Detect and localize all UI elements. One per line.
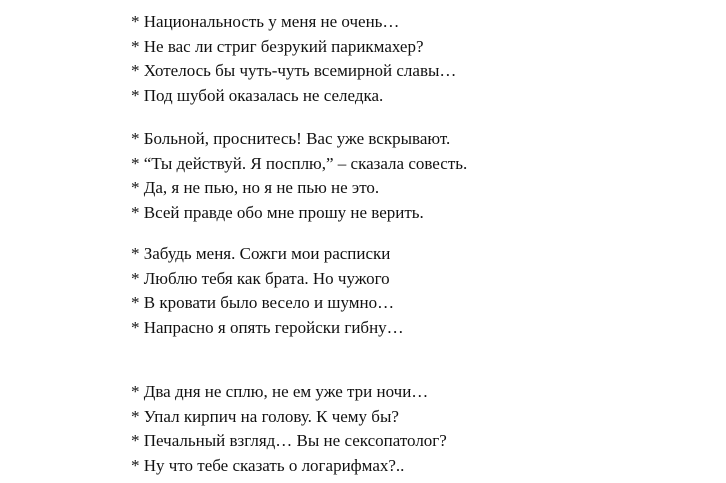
text-line: * В кровати было весело и шумно… — [131, 293, 395, 312]
text-line: * Под шубой оказалась не селедка. — [131, 85, 384, 105]
text-line: * Национальность у меня не очень… — [131, 12, 400, 31]
text-line: * Не вас ли стриг безрукий парикмахер? — [131, 36, 424, 56]
text-line: * Напрасно я опять геройски гибну… — [131, 317, 404, 337]
text-line: * Ну что тебе сказать о логарифмах?.. — [131, 455, 405, 475]
text-line: * Два дня не сплю, не ем уже три ночи… — [131, 382, 429, 401]
text-line: * Больной, проснитесь! Вас уже вскрывают. — [131, 129, 451, 148]
text-line: * Забудь меня. Сожги мои расписки — [131, 244, 391, 263]
text-line: * Всей правде обо мне прошу не верить. — [131, 202, 424, 222]
text-line: * Хотелось бы чуть-чуть всемирной славы… — [131, 61, 457, 80]
stanza-4 — [131, 380, 447, 478]
text-line: * Печальный взгляд… Вы не сексопатолог? — [131, 431, 447, 450]
text-line: * Люблю тебя как брата. Но чужого — [131, 268, 390, 288]
stanza-3 — [131, 242, 404, 340]
text-line: * Да, я не пью, но я не пью не это. — [131, 178, 380, 197]
stanza-2 — [131, 127, 467, 225]
stanza-1 — [131, 10, 456, 108]
text-line: * “Ты действуй. Я посплю,” – сказала совесть. — [131, 153, 468, 173]
text-line: * Упал кирпич на голову. К чему бы? — [131, 406, 399, 426]
